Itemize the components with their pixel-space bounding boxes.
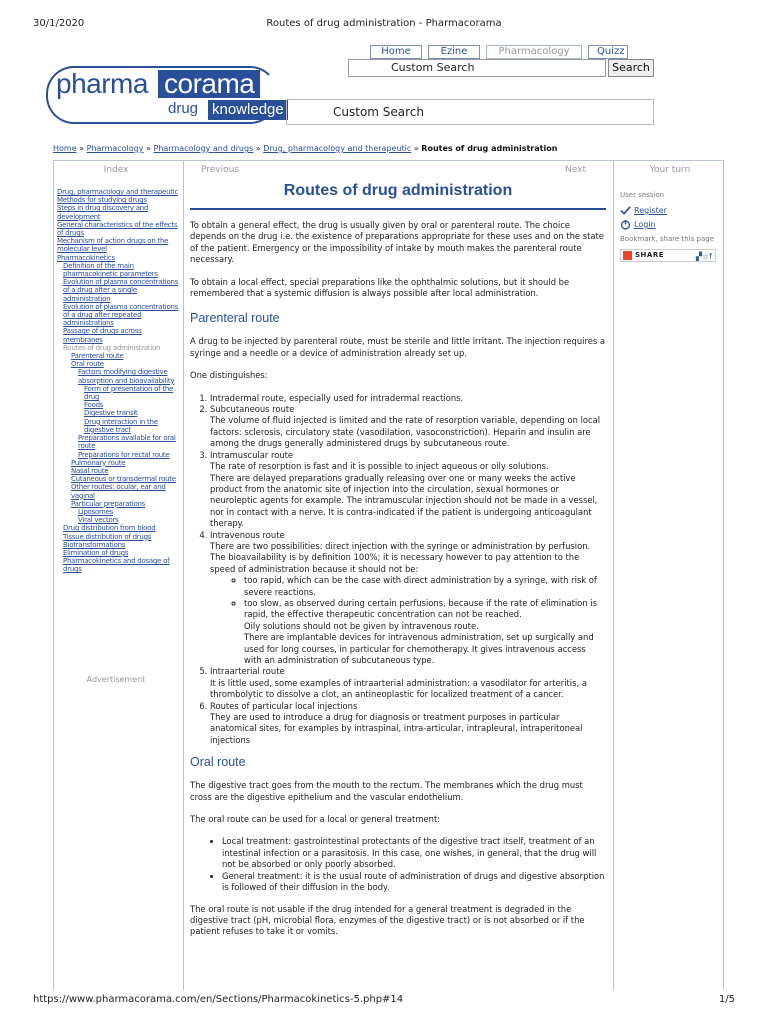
search-button[interactable]: Search (608, 59, 654, 77)
index-link[interactable]: Particular preparations (71, 499, 146, 508)
index-item[interactable] (57, 409, 179, 417)
nav-home[interactable]: Home (370, 45, 422, 59)
login-row (620, 219, 656, 230)
index-item[interactable] (57, 368, 179, 384)
index-item[interactable] (57, 533, 179, 541)
breadcrumb-sep: » (413, 144, 419, 153)
site-logo[interactable] (46, 66, 284, 124)
route-title: Intramuscular route (210, 449, 294, 460)
register-row (620, 205, 667, 216)
index-item[interactable] (57, 401, 179, 409)
index-link[interactable]: General characteristics of the effects of drugs (57, 220, 178, 238)
index-item[interactable] (57, 516, 179, 524)
index-link[interactable]: Passage of drugs across membranes (63, 327, 142, 344)
index-item[interactable] (57, 434, 179, 450)
index-link[interactable]: Biotransformations (63, 540, 126, 549)
breadcrumb-current: Routes of drug administration (421, 144, 558, 153)
index-link[interactable]: Elimination of drugs (63, 548, 129, 557)
index-item[interactable] (57, 221, 179, 237)
your-turn-heading: Your turn (649, 165, 691, 175)
route-text: They are used to introduce a drug for diagnosis or treatment purposes in particular anatomical sites, for examples by intraspinal, intra-articular, intrapleural, intraperitoneal injections (210, 712, 583, 745)
route-item (210, 450, 606, 530)
route-title: Intravenous route (210, 529, 285, 540)
share-icon (623, 251, 632, 260)
index-link[interactable]: Mechanism of action drugs on the molecular level (57, 237, 169, 254)
route-title: Intraarterial route (210, 666, 285, 677)
iv-speed-text: too slow, as observed during certain perfusions, because if the rate of elimination is rapid, the effective therapeutic concentration can not be reached. (244, 597, 597, 620)
iv-speed-list (244, 575, 606, 666)
oral-paragraph-3: The oral route is not usable if the drug intended for a general treatment is degraded in the digestive tract (pH, microbial flora, enzymes of the digestive tract) or is not absorbed or if the patient refuses to take it or vomits. (190, 903, 585, 937)
index-link[interactable]: Pharmacokinetics and dosage of drugs (63, 557, 170, 574)
page-title: Routes of drug administration (283, 182, 513, 199)
index-item[interactable] (57, 475, 179, 483)
index-item[interactable] (57, 524, 179, 532)
index-item[interactable] (57, 451, 179, 459)
route-title: Intradermal route, especially used for intradermal reactions. (210, 392, 464, 403)
oral-paragraph-1: The digestive tract goes from the mouth to the rectum. The membranes which the drug must cross are the digestive epithelium and the vascular endothelium. (190, 780, 583, 802)
parenteral-paragraph: A drug to be injected by parenteral route, must be sterile and little irritant. The injection requires a syringe and a needle or a device of administration already set up. (190, 336, 606, 358)
route-item (210, 666, 606, 700)
breadcrumb (53, 144, 557, 153)
search-input-main[interactable]: Custom Search (286, 99, 654, 125)
index-item[interactable] (57, 385, 179, 401)
index-link[interactable]: Preparations for rectal route (78, 450, 170, 459)
oral-paragraph-2: The oral route can be used for a local or general treatment: (190, 814, 441, 825)
index-item[interactable] (57, 237, 179, 253)
index-link[interactable]: Digestive transit (84, 409, 138, 418)
print-page-number: 1/5 (718, 994, 735, 1005)
index-item[interactable] (57, 418, 179, 434)
share-button[interactable] (620, 249, 716, 262)
index-link[interactable]: Tissue distribution of drugs (63, 532, 152, 541)
route-text: There are delayed preparations gradually releasing over one or many weeks the active product from the anatomic site of injection into the circulation, sexual hormones or neuroleptic agents for example. The intramuscular injection should not be made in a vessel, nor in contact with a nerve. It is contra-indicated if the patient is undergoing anticoagulant therapy. (210, 472, 598, 529)
iv-speed-item: ◦ too rapid, which can be the case with direct administration by a syringe, with risk of severe reactions. (244, 575, 606, 598)
title-rule (190, 208, 606, 210)
nav-pharmacology[interactable]: Pharmacology (486, 45, 582, 59)
article-body (190, 220, 606, 949)
index-link[interactable]: Nasal route (71, 466, 109, 475)
index-link[interactable]: Liposomes (78, 507, 114, 516)
index-item[interactable] (57, 467, 179, 475)
index-link[interactable]: Form of presentation of the drug (84, 384, 174, 402)
route-item (210, 393, 606, 404)
breadcrumb-home[interactable]: Home (53, 144, 77, 153)
register-link[interactable]: Register (634, 206, 667, 215)
index-item[interactable] (57, 262, 179, 278)
index-link[interactable]: Definition of the main pharmacokinetic parameters (63, 261, 158, 279)
logo-text-drug: drug (168, 100, 199, 117)
index-item[interactable] (57, 254, 179, 262)
nav-ezine[interactable]: Ezine (428, 45, 480, 59)
nav-quiz[interactable]: Quizz (588, 45, 628, 59)
index-link[interactable]: Pulmonary route (71, 458, 126, 467)
iv-note: There are implantable devices for intravenous administration, set up surgically and used for long courses, in particular for chemotherapy. It gives intravenous access with an administration of subcutaneous type. (244, 632, 594, 665)
index-item[interactable] (57, 327, 179, 343)
power-icon (620, 219, 631, 230)
index-link[interactable]: Cutaneous or transdermal route (71, 475, 176, 484)
index-item[interactable] (57, 557, 179, 573)
iv-note: Oily solutions should not be given by intravenous route. (244, 620, 479, 631)
route-text: The volume of fluid injected is limited and the rate of resorption variable, depending on local factors: sclerosis, circulatory state (vasodilation, vasoconstriction). Heparin and insulin are among the drugs generally administered drugs by subcutaneous route. (210, 415, 601, 449)
columns-top-rule (53, 160, 723, 161)
routes-list (210, 393, 606, 747)
index-link[interactable]: Parenteral route (71, 352, 124, 361)
user-session-label: User session (620, 191, 665, 199)
route-title: Routes of particular local injections (210, 700, 358, 711)
breadcrumb-drug-therapeutic[interactable]: Drug, pharmacology and therapeutic (263, 144, 412, 153)
route-item (210, 404, 606, 450)
iv-speed-item (244, 598, 606, 666)
distinguishes-text: One distinguishes: (190, 370, 268, 381)
route-text: It is little used, some examples of intraarterial administration: a vasodilator for arteritis, a thrombolytic to dissolve a clot, an antineoplastic for localized treatment of a cancer. (210, 677, 587, 700)
index-link[interactable]: Evolution of plasma concentrations of a drug after repeated administrations (63, 302, 179, 328)
index-link[interactable]: Pharmacokinetics (57, 253, 115, 262)
right-column-rule (613, 160, 614, 990)
index-item[interactable] (57, 204, 179, 220)
breadcrumb-sep: » (79, 144, 85, 153)
index-item[interactable] (57, 549, 179, 557)
previous-link[interactable]: Previous (201, 165, 240, 175)
index-heading: Index (103, 165, 129, 175)
route-text: The rate of resorption is fast and it is possible to inject aqueous or oily solutions. (210, 461, 549, 472)
route-text: There are two possibilities: direct injection with the syringe or administration by perfusion. (210, 540, 591, 551)
index-item[interactable] (57, 303, 179, 328)
oral-treatment-item: • Local treatment: gastrointestinal protectants of the digestive tract itself, treatment of an intestinal infection or a parasitosis. In this case, one wishes, in general, that the drug will not be absorbed or only poorly absorbed. (222, 836, 606, 870)
print-date: 30/1/2020 (33, 18, 85, 29)
index-link[interactable]: Drug, pharmacology and therapeutic (57, 188, 179, 196)
heading-oral-route: Oral route (190, 755, 246, 770)
index-item[interactable] (57, 508, 179, 516)
index-link[interactable]: Oral route (71, 360, 104, 369)
index-item: Routes of drug administration (63, 343, 161, 352)
route-item (210, 701, 606, 747)
index-item[interactable] (57, 188, 179, 196)
breadcrumb-pharmacology[interactable]: Pharmacology (86, 144, 144, 153)
print-title: Routes of drug administration - Pharmacorama (266, 18, 502, 29)
oral-treatment-item: • General treatment: it is the usual route of administration of drugs and digestive absorption is followed of their diffusion in the body. (222, 871, 606, 894)
breadcrumb-pharmacology-drugs[interactable]: Pharmacology and drugs (153, 144, 254, 153)
index-link[interactable]: Factors modifying digestive absorption and bioavailability (78, 368, 175, 385)
route-item (210, 530, 606, 667)
center-column-rule (183, 160, 184, 990)
oral-treatment-list (222, 836, 606, 893)
top-nav (370, 45, 628, 59)
share-label: SHARE (635, 251, 664, 259)
logo-text-knowledge: knowledge (208, 100, 288, 120)
index-item[interactable] (57, 459, 179, 467)
index-item[interactable] (57, 278, 179, 303)
index-link[interactable]: Preparations available for oral route (78, 434, 176, 451)
route-text: The bioavailability is by definition 100%; it is necessary however to pay attention to the speed of administration because it should not be: (210, 552, 580, 574)
intro-paragraph-1: To obtain a general effect, the drug is usually given by oral or parenteral route. The choice depends on the drug i.e. the existence of preparations appropriate for these uses and on the state of the patient. Emergency or the impossibility of intake by mouth makes the parenteral route necessary. (190, 220, 604, 265)
register-check-icon (620, 205, 631, 216)
intro-paragraph-2: To obtain a local effect, special preparations like the ophthalmic solutions, but it should be remembered that a systemic diffusion is always possible after local administration. (190, 276, 570, 299)
index-item[interactable] (57, 352, 179, 360)
outer-column-rule (723, 160, 724, 990)
next-link[interactable]: Next (565, 165, 586, 175)
login-link[interactable]: Login (634, 220, 656, 229)
search-input-top[interactable]: Custom Search (348, 59, 606, 77)
heading-parenteral-route: Parenteral route (190, 311, 280, 326)
index-item[interactable] (57, 500, 179, 508)
index-item[interactable] (57, 196, 179, 204)
index-link[interactable]: Steps in drug discovery and development (57, 204, 149, 221)
route-title: Subcutaneous route (210, 404, 295, 415)
left-column-rule (53, 160, 54, 990)
index-link[interactable]: Foods (84, 401, 104, 410)
index-list (57, 188, 179, 574)
index-item[interactable] (57, 483, 179, 499)
bookmark-label: Bookmark, share this page (620, 235, 715, 243)
breadcrumb-sep: » (146, 144, 151, 153)
index-link[interactable]: Methods for studying drugs (57, 196, 147, 205)
logo-text-corama: corama (158, 70, 260, 98)
breadcrumb-sep: » (255, 144, 261, 153)
print-url: https://www.pharmacorama.com/en/Sections/Pharmacokinetics-5.php#14 (33, 994, 404, 1005)
social-icons: ▞☆f (695, 252, 712, 261)
logo-text-pharma: pharma (56, 68, 148, 99)
index-link[interactable]: Drug interaction in the digestive tract (84, 417, 158, 434)
index-item[interactable] (57, 541, 179, 549)
index-link[interactable]: Other routes: ocular, ear and vaginal (71, 483, 166, 500)
index-link[interactable]: Evolution of plasma concentrations of a drug after a single administration (63, 278, 179, 303)
index-link[interactable]: Viral vectors (78, 516, 119, 525)
advertisement-label: Advertisement (86, 675, 146, 684)
index-link[interactable]: Drug distribution from blood (63, 524, 156, 533)
index-item[interactable] (57, 360, 179, 368)
